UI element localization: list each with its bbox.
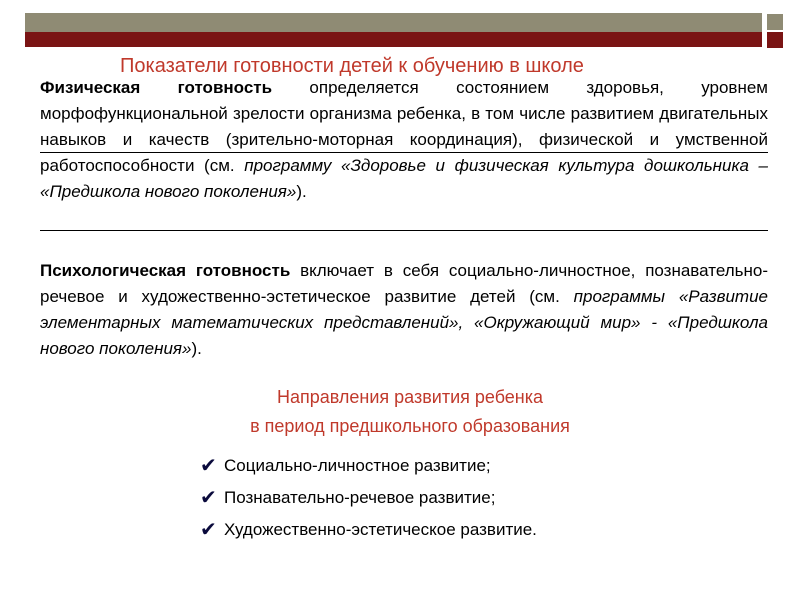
list-item — [200, 482, 537, 514]
physical-readiness-end: ). — [296, 182, 307, 201]
directions-list — [200, 450, 537, 546]
physical-readiness-term: Физическая готовность — [40, 78, 273, 97]
psychological-readiness-program: программы «Развитие элементарных математических представлений», «Окружающий мир» - «Предшкола нового поколения» — [40, 287, 768, 358]
list-item — [200, 514, 537, 546]
list-item-label: Художественно-эстетическое развитие. — [224, 520, 537, 539]
list-item-label: Познавательно-речевое развитие; — [224, 488, 496, 507]
corner-square-gray — [767, 14, 783, 30]
directions-title-line1: Направления развития ребенка — [276, 387, 544, 407]
psychological-readiness-term: Психологическая готовность — [40, 261, 291, 280]
directions-title-line2: в период предшкольного образования — [250, 416, 570, 436]
divider-line — [40, 230, 768, 231]
psychological-readiness-end: ). — [191, 339, 202, 358]
header-bar-gray — [25, 13, 762, 32]
physical-readiness-text: определяется состоянием здоровья, уровнем морфофункциональной зрелости организма ребенка, в том числе развитием двигательных навыков и качеств (зрительно-моторная координация), физической и умственной работоспособности (см. — [40, 78, 768, 175]
slide-title: Показатели готовности детей к обучению в школе — [120, 55, 584, 77]
psychological-readiness-text: включает в себя социально-личностное, познавательно-речевое и художественно-эстетическое развитие детей (см. — [40, 261, 768, 306]
checkmark-icon: ✔ — [200, 487, 217, 509]
divider-line — [40, 152, 768, 153]
header-bar-red — [25, 32, 762, 47]
checkmark-icon: ✔ — [200, 519, 217, 541]
checkmark-icon: ✔ — [200, 455, 217, 477]
list-item — [200, 450, 537, 482]
physical-readiness-paragraph — [40, 75, 768, 205]
corner-square-red — [767, 32, 783, 48]
list-item-label: Социально-личностное развитие; — [224, 456, 491, 475]
physical-readiness-program: программу «Здоровье и физическая культура дошкольника – «Предшкола нового поколения» — [40, 156, 768, 201]
psychological-readiness-paragraph — [40, 258, 768, 362]
